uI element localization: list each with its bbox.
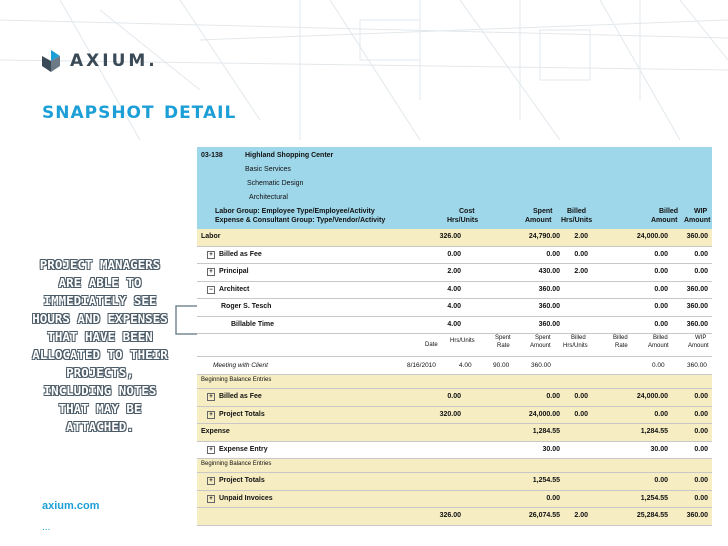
row-label-text: Expense	[201, 428, 230, 435]
row-label	[207, 268, 249, 276]
col-wip: WIP	[694, 208, 708, 215]
expand-icon[interactable]: +	[207, 411, 215, 419]
entry-date: 8/16/2010	[407, 362, 436, 369]
row-billed-hrs: 2.00	[574, 512, 588, 519]
row-billed: 0.00	[654, 285, 668, 293]
row-wip: 0.00	[694, 477, 708, 484]
row-spent: 360.00	[538, 285, 560, 293]
col-spent: Spent	[533, 208, 553, 215]
report-header	[197, 147, 712, 229]
report-row[interactable]	[197, 407, 712, 425]
grid-col-wip-2: Amount	[688, 343, 709, 349]
row-billed-hrs: 2.00	[574, 268, 588, 275]
row-wip: 360.00	[686, 285, 708, 293]
row-label	[201, 428, 230, 435]
row-wip: 0.00	[694, 268, 708, 275]
grid-col-spent-amount: Spent	[535, 335, 551, 341]
row-label	[221, 303, 271, 310]
expand-icon[interactable]: +	[207, 477, 215, 485]
row-label	[207, 477, 265, 485]
row-label	[207, 411, 265, 419]
row-billed: 24,000.00	[636, 233, 668, 240]
report-rows-top	[197, 229, 712, 334]
row-cost: 326.00	[439, 233, 461, 240]
grid-col-hrs: Hrs/Units	[450, 338, 475, 344]
footer-site[interactable]: axium.com	[42, 500, 100, 512]
row-wip: 360.00	[686, 512, 708, 519]
row-billed: 30.00	[650, 445, 668, 453]
row-spent: 26,074.55	[528, 512, 560, 519]
row-wip: 360.00	[686, 320, 708, 328]
col-cost: Cost	[459, 208, 475, 215]
report-row[interactable]	[197, 264, 712, 282]
row-cost: 2.00	[447, 268, 461, 275]
report-rows-bottom	[197, 375, 712, 526]
footer-dots: ...	[42, 522, 51, 533]
report-row[interactable]	[197, 442, 712, 460]
report-row	[197, 508, 712, 526]
entry-wip: 360.00	[687, 362, 707, 369]
row-label-text: Labor	[201, 233, 221, 240]
row-label	[201, 461, 271, 467]
row-wip: 360.00	[686, 233, 708, 240]
row-label-text: Billed as Fee	[219, 393, 262, 400]
row-billed-hrs: 0.00	[574, 410, 588, 418]
report-row	[197, 424, 712, 442]
entry-grid-header	[197, 334, 712, 357]
col-billed-amount: Billed	[659, 208, 679, 215]
row-spent: 0.00	[546, 250, 560, 258]
col-billed-hrs: Hrs/Units	[561, 217, 593, 224]
row-billed: 1,254.55	[640, 494, 668, 502]
row-label	[207, 286, 249, 294]
row-label	[231, 321, 274, 328]
expand-icon[interactable]: +	[207, 251, 215, 259]
row-billed: 0.00	[654, 268, 668, 275]
grid-col-wip: WIP	[695, 335, 707, 341]
expand-icon[interactable]: +	[207, 393, 215, 401]
row-spent: 360.00	[538, 320, 560, 328]
report-row	[197, 459, 712, 473]
row-spent: 1,254.55	[532, 477, 560, 484]
axium-logo-text: AXIUM.	[70, 51, 158, 71]
row-label-text: Billed as Fee	[219, 250, 262, 258]
row-billed-hrs: 0.00	[574, 250, 588, 258]
project-code: 03-138	[201, 152, 223, 159]
row-billed: 0.00	[654, 303, 668, 310]
entry-rate: 90.00	[493, 362, 510, 369]
expand-icon[interactable]: +	[207, 268, 215, 276]
row-label-text: Beginning Balance Entries	[201, 461, 272, 467]
entry-note: Meeting with Client	[213, 362, 268, 369]
row-label-text: Beginning Balance Entries	[201, 377, 272, 383]
path-level-1: Basic Services	[245, 166, 291, 173]
row-billed: 0.00	[654, 250, 668, 258]
row-cost: 4.00	[447, 285, 461, 293]
row-wip: 0.00	[694, 428, 708, 435]
row-label-text: Roger S. Tesch	[221, 303, 272, 310]
row-label-text: Principal	[219, 268, 249, 275]
row-cost: 4.00	[447, 303, 461, 310]
project-name: Highland Shopping Center	[245, 152, 334, 159]
row-billed: 24,000.00	[636, 393, 668, 400]
snapshot-report	[197, 147, 712, 519]
row-cost: 326.00	[439, 512, 461, 519]
row-label-text: Project Totals	[219, 477, 265, 484]
grid-col-date: Date	[425, 342, 438, 348]
row-wip: 0.00	[694, 494, 708, 502]
row-wip: 0.00	[694, 410, 708, 418]
grid-col-billed-hrs-2: Hrs/Units	[563, 343, 588, 349]
axium-logo-mark-icon	[38, 48, 64, 74]
grid-col-billed-amount: Billed	[653, 335, 668, 341]
row-spent: 360.00	[538, 303, 560, 310]
grid-col-billed-rate: Billed	[613, 335, 628, 341]
row-billed: 0.00	[654, 477, 668, 484]
collapse-icon[interactable]: −	[207, 286, 215, 294]
row-label	[207, 446, 268, 454]
row-billed: 0.00	[654, 410, 668, 418]
row-wip: 360.00	[686, 303, 708, 310]
group-line-1: Labor Group: Employee Type/Employee/Activity	[215, 208, 375, 215]
callout-text: PROJECT MANAGERS ARE ABLE TO IMMEDIATELY SEE HOURS AND EXPENSES THAT HAVE BEEN ALLOCATED TO THEIR PROJECTS, INCLUDING NOTES THAT MAY BE ATTACHED.	[32, 257, 168, 434]
grid-col-billed-amount-2: Amount	[648, 343, 669, 349]
time-entry-row[interactable]	[197, 357, 712, 375]
row-spent: 24,000.00	[528, 410, 560, 418]
col-wip-2: Amount	[684, 217, 711, 224]
row-cost: 4.00	[447, 320, 461, 328]
report-row[interactable]	[197, 282, 712, 300]
row-label	[201, 233, 220, 240]
report-row	[197, 229, 712, 247]
report-row[interactable]	[197, 389, 712, 407]
expand-icon[interactable]: +	[207, 495, 215, 503]
row-billed: 0.00	[654, 320, 668, 328]
row-spent: 0.00	[546, 494, 560, 502]
row-label-text: Billable Time	[231, 320, 275, 328]
report-row	[197, 299, 712, 317]
row-label-text: Project Totals	[219, 410, 265, 418]
entry-hrs: 4.00	[459, 362, 472, 369]
row-cost: 0.00	[447, 250, 461, 258]
row-label	[207, 495, 273, 503]
report-row[interactable]	[197, 247, 712, 265]
report-row[interactable]	[197, 473, 712, 491]
row-spent: 0.00	[546, 393, 560, 400]
row-label-text: Architect	[219, 285, 250, 293]
page-title: snapshot detail	[42, 96, 237, 124]
entry-billed: 0.00	[652, 362, 665, 369]
path-level-3: Architectural	[249, 194, 288, 201]
grid-col-spent-rate-2: Rate	[497, 343, 510, 349]
row-billed-hrs: 0.00	[574, 393, 588, 400]
grid-col-spent-rate: Spent	[495, 335, 511, 341]
col-hrs-units: Hrs/Units	[447, 217, 479, 224]
grid-col-billed-rate-2: Rate	[615, 343, 628, 349]
entry-amount: 360.00	[531, 362, 551, 369]
row-cost: 0.00	[447, 393, 461, 400]
col-amount: Amount	[525, 217, 552, 224]
row-billed: 25,284.55	[636, 512, 668, 519]
grid-col-spent-amount-2: Amount	[530, 343, 551, 349]
row-label	[201, 377, 271, 383]
report-row	[197, 375, 712, 389]
row-billed: 1,284.55	[640, 428, 668, 435]
col-billed-amount-2: Amount	[651, 217, 678, 224]
row-spent: 24,790.00	[528, 233, 560, 240]
row-label	[207, 393, 262, 401]
report-row[interactable]	[197, 491, 712, 509]
group-line-2: Expense & Consultant Group: Type/Vendor/Activity	[215, 217, 386, 224]
row-label	[207, 251, 262, 259]
row-wip: 0.00	[694, 250, 708, 258]
row-label-text: Unpaid Invoices	[219, 494, 273, 502]
row-spent: 430.00	[538, 268, 560, 275]
row-billed-hrs: 2.00	[574, 233, 588, 240]
row-spent: 1,284.55	[532, 428, 560, 435]
axium-logo	[38, 48, 158, 74]
path-level-2: Schematic Design	[247, 180, 304, 187]
row-wip: 0.00	[694, 445, 708, 453]
row-cost: 320.00	[439, 410, 461, 418]
col-billed: Billed	[567, 208, 587, 215]
row-label-text: Expense Entry	[219, 445, 268, 453]
grid-col-billed-hrs: Billed	[571, 335, 586, 341]
row-spent: 30.00	[542, 445, 560, 453]
row-wip: 0.00	[694, 393, 708, 400]
expand-icon[interactable]: +	[207, 446, 215, 454]
report-row	[197, 317, 712, 335]
